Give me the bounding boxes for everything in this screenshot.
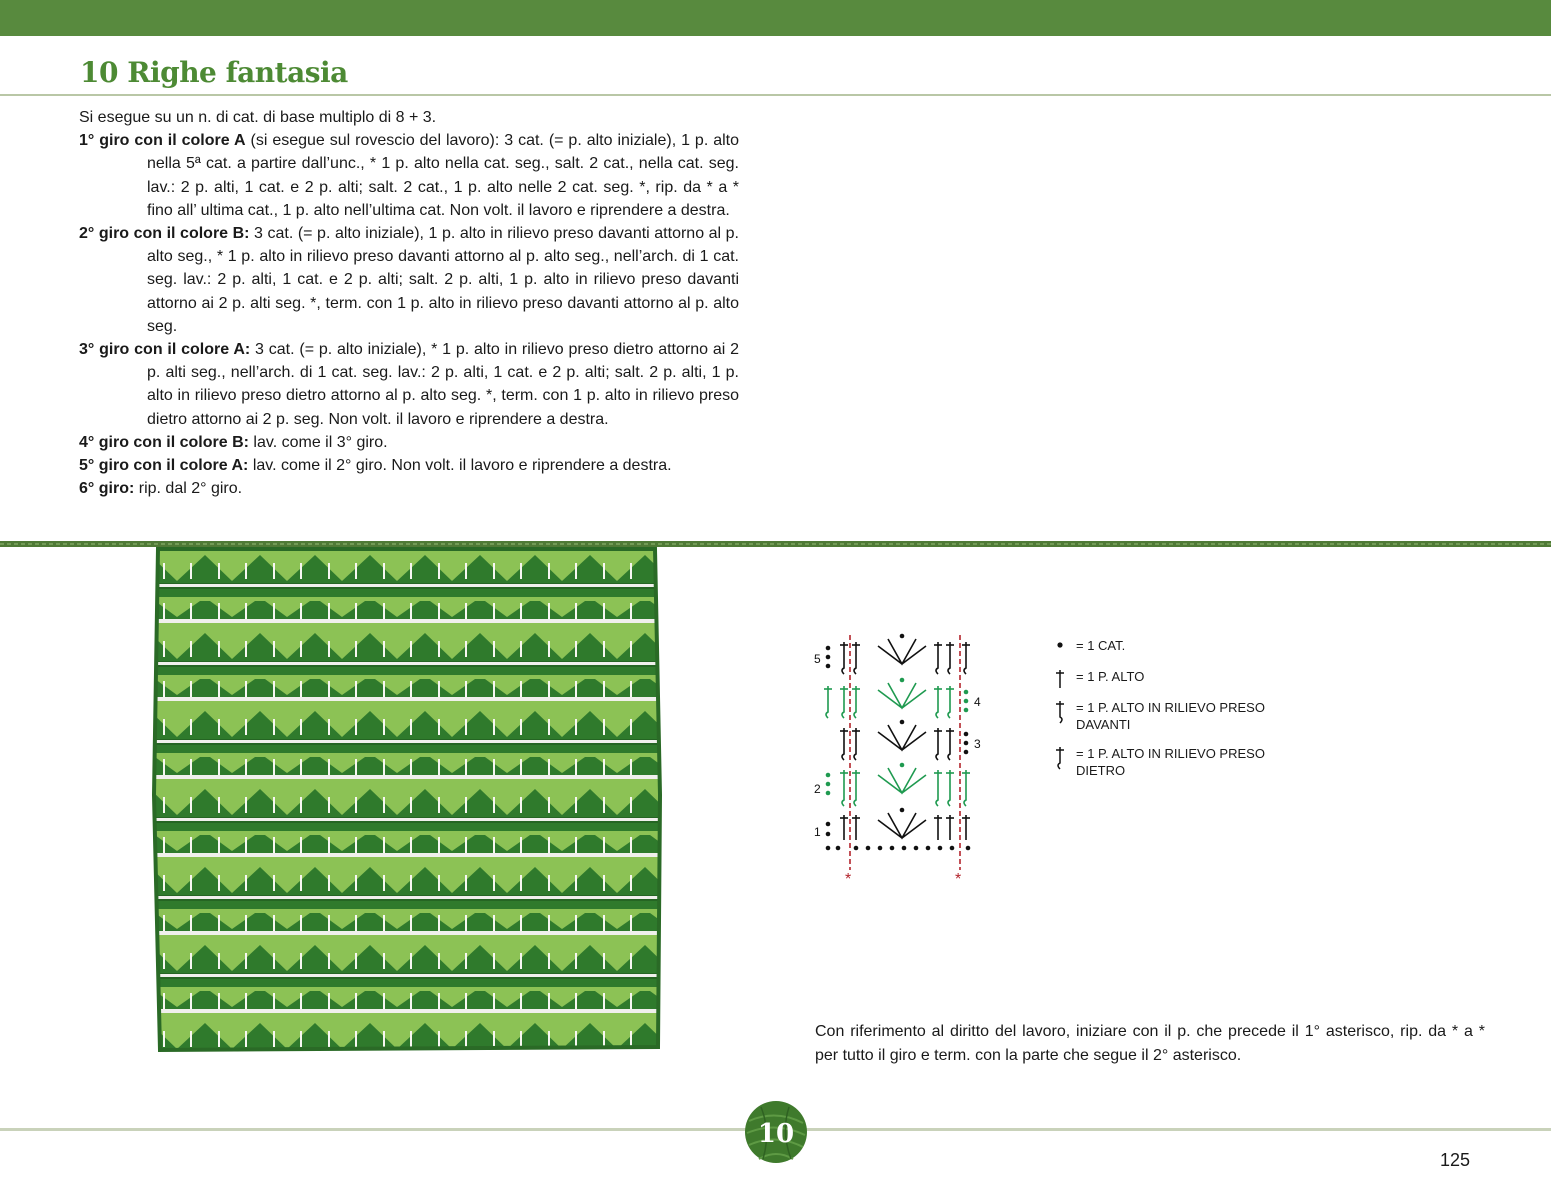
round-1-label: 1° giro con il colore A bbox=[79, 132, 246, 150]
round-3-label: 3° giro con il colore A: bbox=[79, 341, 251, 359]
round-6-label: 6° giro: bbox=[79, 480, 135, 498]
chart-row-3 bbox=[840, 725, 954, 760]
repeat-marker-left: * bbox=[845, 871, 852, 885]
pattern-instructions bbox=[79, 106, 739, 500]
intro-text: Si esegue su un n. di cat. di base multiplo di 8 + 3. bbox=[79, 109, 437, 126]
crochet-chart-diagram bbox=[808, 630, 993, 885]
repeat-marker-right: * bbox=[955, 871, 962, 885]
round-3-step bbox=[79, 338, 739, 431]
badge-number: 10 bbox=[757, 1119, 795, 1149]
chart-row-1 bbox=[840, 813, 970, 840]
back-post-double-crochet-icon bbox=[1054, 745, 1072, 771]
double-crochet-icon bbox=[1054, 668, 1072, 694]
round-1-step bbox=[79, 129, 739, 222]
legend-item-double-crochet bbox=[1054, 668, 1314, 685]
round-2-text: 3 cat. (= p. alto iniziale), 1 p. alto in rilievo preso davanti attorno al p. alto seg., * 1 p. alto in rilievo preso davanti attorno al p. alto seg., nell’arch. di 1 cat. seg. lav.: 2 p. alti, 1 cat. e 2 p. alti; salt. 2 p. alti, 1 p. alto in rilievo preso davanti attorno ai 2 p. alti seg. *, term. con 1 p. alto in rilievo preso davanti attorno al p. alto seg. bbox=[147, 225, 739, 335]
row-number-3: 3 bbox=[974, 737, 981, 751]
chain-dot-icon bbox=[1054, 637, 1072, 663]
repeat-instruction: Con riferimento al diritto del lavoro, iniziare con il p. che precede il 1° asterisco, rip. da * a * per tutto il giro e term. con la parte che segue il 2° asterisco. bbox=[815, 1023, 1485, 1064]
legend-label-front-post: = 1 P. ALTO IN RILIEVO PRESO DAVANTI bbox=[1076, 700, 1265, 732]
chart-row-4 bbox=[824, 683, 954, 718]
page-number: 125 bbox=[1440, 1150, 1471, 1170]
round-2-label: 2° giro con il colore B: bbox=[79, 225, 250, 243]
row-number-5: 5 bbox=[814, 652, 821, 666]
legend-item-front-post bbox=[1054, 699, 1314, 733]
round-4-step bbox=[79, 431, 739, 454]
round-5-label: 5° giro con il colore A: bbox=[79, 457, 249, 475]
round-2-step bbox=[79, 222, 739, 338]
top-color-band bbox=[0, 0, 1551, 36]
legend-item-chain bbox=[1054, 637, 1314, 654]
row-number-4: 4 bbox=[974, 695, 981, 709]
round-1-text: (si esegue sul rovescio del lavoro): 3 cat. (= p. alto iniziale), 1 p. alto nella 5ª cat. a partire dall’unc., * 1 p. alto nella cat. seg., salt. 2 cat., nella cat. seg. lav.: 2 p. alti, 1 cat. e 2 p. alti; salt. 2 cat., 1 p. alto nelle 2 cat. seg. *, rip. da * a * fino all’ ultima cat., 1 p. alto nell’ultima cat. Non volt. il lavoro e riprendere a destra. bbox=[147, 132, 740, 219]
row-number-1: 1 bbox=[814, 825, 821, 839]
front-post-double-crochet-icon bbox=[1054, 699, 1072, 725]
title-divider bbox=[0, 94, 1551, 96]
chart-row-5 bbox=[840, 639, 970, 674]
legend-label-double-crochet: = 1 P. ALTO bbox=[1076, 669, 1145, 684]
yarn-ball-badge bbox=[741, 1099, 811, 1165]
legend-label-back-post: = 1 P. ALTO IN RILIEVO PRESO DIETRO bbox=[1076, 746, 1265, 778]
crochet-swatch-image bbox=[150, 545, 665, 1055]
legend-label-chain: = 1 CAT. bbox=[1076, 638, 1126, 653]
round-3-text: 3 cat. (= p. alto iniziale), * 1 p. alto in rilievo preso dietro attorno ai 2 p. alti seg., nell’arch. di 1 cat. seg. lav.: 2 p. alti, 1 cat. e 2 p. alti; salt. 2 p. alti, 1 p. alto in rilievo preso dietro attorno al p. alto seg. *, term. con 1 p. alto in rilievo preso dietro attorno ai 2 p. seg. Non volt. il lavoro e riprendere a destra. bbox=[147, 341, 739, 428]
round-4-label: 4° giro con il colore B: bbox=[79, 433, 249, 451]
round-5-text: lav. come il 2° giro. Non volt. il lavoro e riprendere a destra. bbox=[248, 457, 672, 475]
round-6-text: rip. dal 2° giro. bbox=[134, 480, 243, 498]
chart-row-2 bbox=[840, 768, 970, 806]
page-title: 10 Righe fantasia bbox=[80, 56, 348, 89]
row-number-2: 2 bbox=[814, 782, 821, 796]
legend-item-back-post bbox=[1054, 745, 1314, 779]
round-5-step bbox=[79, 454, 739, 477]
round-4-text: lav. come il 3° giro. bbox=[248, 433, 388, 451]
chart-legend bbox=[1054, 637, 1314, 787]
round-6-step bbox=[79, 477, 739, 500]
